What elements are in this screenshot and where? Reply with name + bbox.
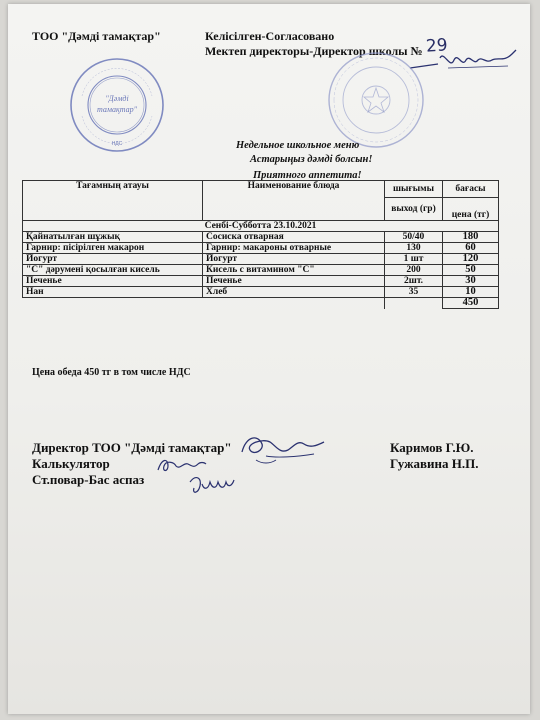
table-header-row: [23, 181, 499, 198]
director-name: Каримов Г.Ю.: [390, 440, 474, 455]
dish-name-ru: Гарнир: макароны отварные: [203, 243, 385, 254]
school-stamp: [326, 50, 426, 150]
document-page: [8, 4, 530, 714]
menu-table: [22, 180, 499, 309]
dish-name-ru: Йогурт: [203, 254, 385, 265]
dish-name-ru: Сосиска отварная: [203, 232, 385, 243]
table-row: [23, 243, 499, 254]
dish-price: 180: [443, 232, 499, 243]
menu-greeting-ru: Приятного аппетита!: [253, 170, 362, 181]
director-signature: [236, 430, 332, 468]
dish-name-kz: "С" дәрумені қосылған кисель: [23, 265, 203, 276]
header-price-ru: цена (тг): [443, 198, 499, 221]
school-number-handwritten: 29: [425, 35, 449, 57]
lunch-price-note: Цена обеда 450 тг в том числе НДС: [32, 367, 191, 378]
menu-title: Недельное школьное меню: [236, 140, 360, 151]
header-name-ru: Наименование блюда: [203, 181, 385, 221]
dish-yield: 2шт.: [385, 276, 443, 287]
calculator-name: Гужавина Н.П.: [390, 456, 479, 471]
approval-director: Мектеп директоры-Директор школы №: [205, 44, 423, 58]
svg-text:"Дәмді: "Дәмді: [105, 94, 129, 103]
table-row: [23, 265, 499, 276]
svg-text:НДС: НДС: [111, 141, 123, 147]
calculator-label: Калькулятор: [32, 456, 110, 471]
dish-name-ru: Печенье: [203, 276, 385, 287]
dish-price: 120: [443, 254, 499, 265]
dish-yield: 200: [385, 265, 443, 276]
dish-yield: 1 шт: [385, 254, 443, 265]
dish-price: 30: [443, 276, 499, 287]
dish-name-kz: Нан: [23, 287, 203, 298]
dish-price: 50: [443, 265, 499, 276]
dish-name-ru: Кисель с витамином "С": [203, 265, 385, 276]
table-row: [23, 232, 499, 243]
dish-yield: 130: [385, 243, 443, 254]
header-yield-ru: выход (гр): [385, 198, 443, 221]
svg-text:тамақтар": тамақтар": [97, 105, 137, 114]
approval-label: Келісілген-Согласовано: [205, 29, 335, 43]
table-row: [23, 276, 499, 287]
dish-name-kz: Йогурт: [23, 254, 203, 265]
date-label: Сенбі-Субботта 23.10.2021: [23, 221, 499, 232]
table-row: [23, 287, 499, 298]
menu-greeting-kz: Астарыңыз дәмді болсын!: [250, 154, 373, 165]
dish-price: 10: [443, 287, 499, 298]
dish-name-kz: Гарнир: пісірілген макарон: [23, 243, 203, 254]
director-label: Директор ТОО "Дәмді тамақтар": [32, 440, 232, 455]
table-row: [23, 254, 499, 265]
cook-signature: [186, 472, 238, 498]
header-name-kz: Тағамның атауы: [23, 181, 203, 221]
dish-price: 60: [443, 243, 499, 254]
dish-name-kz: Қайнатылған шұжық: [23, 232, 203, 243]
dish-yield: 35: [385, 287, 443, 298]
table-date-row: [23, 221, 499, 232]
table-total-row: [23, 298, 499, 309]
company-stamp: [68, 56, 166, 154]
dish-name-ru: Хлеб: [203, 287, 385, 298]
header-yield-kz: шығымы: [385, 181, 443, 198]
cook-label: Ст.повар-Бас аспаз: [32, 472, 145, 487]
header-price-kz: бағасы: [443, 181, 499, 198]
total-price: 450: [443, 298, 499, 309]
dish-yield: 50/40: [385, 232, 443, 243]
company-name: ТОО "Дәмді тамақтар": [32, 29, 161, 43]
dish-name-kz: Печенье: [23, 276, 203, 287]
